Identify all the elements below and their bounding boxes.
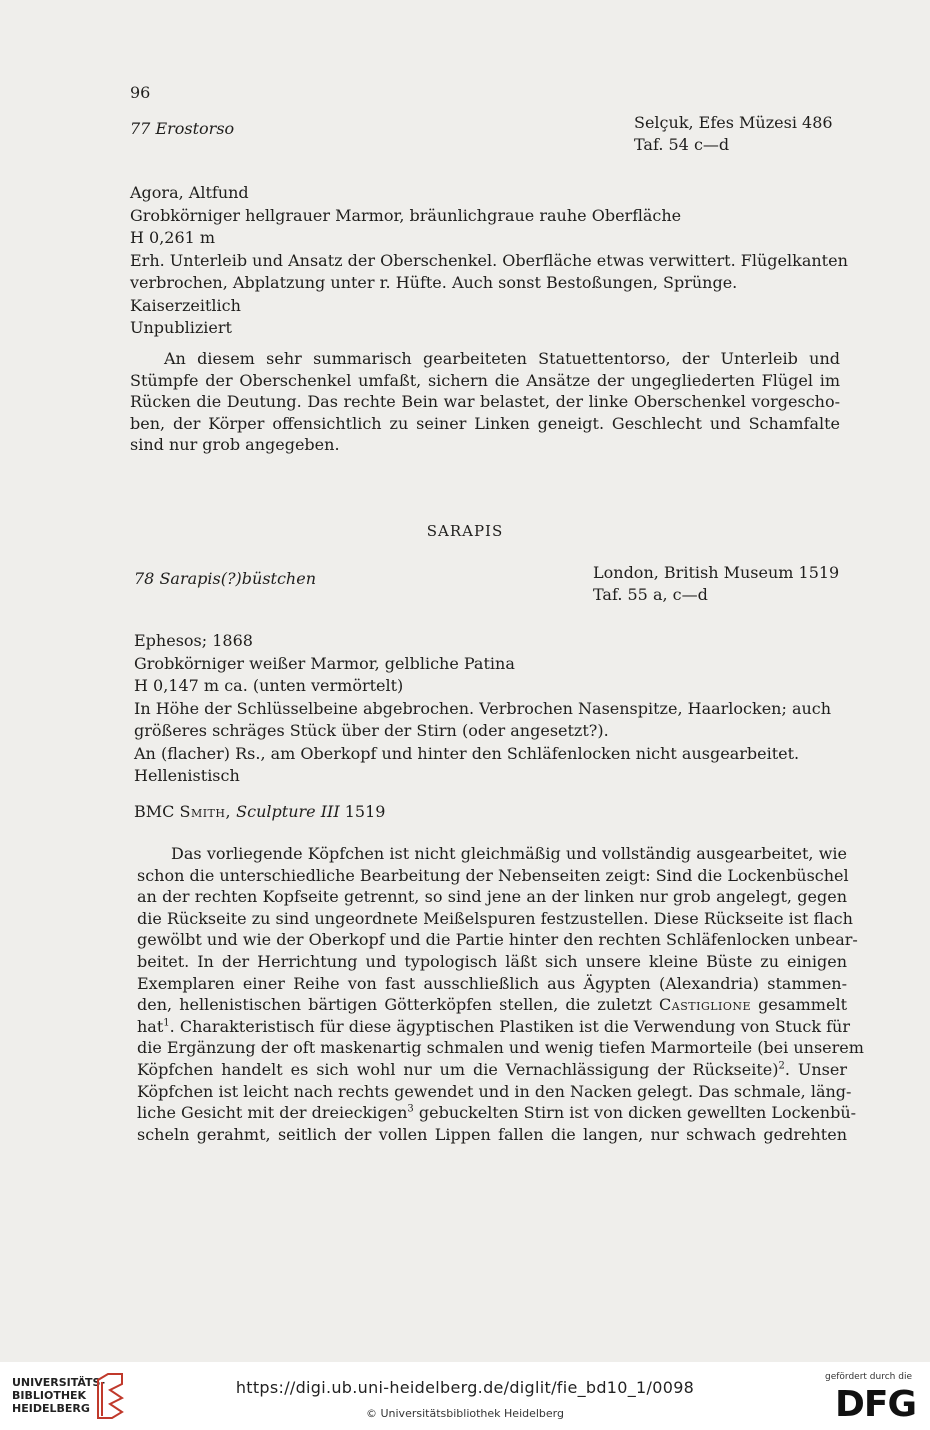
detail-line: Unpubliziert [130,318,232,337]
paragraph-line: Köpfchen ist leicht nach rechts gewendet und in den Nacken gelegt. Das schmale, läng- [137,1081,852,1101]
footnote-ref: 1 [163,1017,170,1029]
dfg-logo[interactable]: DFG [834,1384,916,1425]
detail-line: In Höhe der Schlüsselbeine abgebrochen. Verbrochen Nasenspitze, Haarlocken; auch [134,698,832,718]
paragraph-line: gewölbt und wie der Oberkopf und die Partie hinter den rechten Schläfenlocken unbear- [137,930,858,950]
paragraph-line: sind nur grob angegeben. [130,435,340,455]
footer-bar [0,1362,930,1430]
paragraph-line: Stümpfe der Oberschenkel umfaßt, sichern die Ansätze der ungegliederten Flügel im [130,370,840,390]
entry-77-plate: Taf. 54 c—d [634,135,730,154]
paragraph-line: beitet. In der Herrichtung und typologisch läßt sich unsere kleine Büste zu einigen [137,951,847,971]
detail-line: Agora, Altfund [130,183,249,202]
page-number: 96 [130,83,151,102]
paragraph-line: liche Gesicht mit der dreieckigen$^3$ gebuckelten Stirn ist von dicken gewellten Lockenbü- [137,1103,857,1123]
entry-78-location: London, British Museum 1519 [593,563,840,582]
section-heading: SARAPIS [426,522,504,540]
entry-77-title: 77 Erostorso [130,119,235,138]
entry-77-paragraph [130,348,840,456]
castiglione-name: Castiglione [659,995,752,1015]
paragraph-line: schon die unterschiedliche Bearbeitung der Nebenseiten zeigt: Sind die Lockenbüschel [137,865,849,885]
entry-78-details [134,630,831,788]
detail-line: An (flacher) Rs., am Oberkopf und hinter den Schläfenlocken nicht ausgearbeitet. [134,743,800,763]
paragraph-line: Das vorliegende Köpfchen ist nicht gleichmäßig und vollständig ausgearbeitet, wie [171,844,847,863]
paragraph-line: die Rückseite zu sind ungeordnete Meißelspuren festzustellen. Diese Rückseite ist flach [137,908,853,928]
permalink-url[interactable]: https://digi.ub.uni-heidelberg.de/diglit/fie_bd10_1/0098 [235,1378,695,1397]
funding-note: gefördert durch die [825,1372,912,1382]
detail-line: Grobkörniger hellgrauer Marmor, bräunlichgraue rauhe Oberfläche [130,205,682,225]
bib-prefix: BMC [134,802,175,821]
entry-78-paragraph [137,843,864,1145]
bib-number: 1519 [344,802,386,821]
detail-line: H 0,147 m ca. (unten vermörtelt) [134,676,404,695]
entry-77-location: Selçuk, Efes Müzesi 486 [634,113,833,132]
bibliography [134,801,385,823]
paragraph-line: Köpfchen handelt es sich wohl nur um die Vernachlässigung der Rückseite)$^2$. Unser [137,1059,847,1079]
detail-line: verbrochen, Abplatzung unter r. Hüfte. Auch sonst Bestoßungen, Sprünge. [130,273,738,292]
paragraph-line: den, hellenistischen bärtigen Götterköpfen stellen, die zuletzt Castiglione gesammelt [137,995,847,1015]
paragraph-line: hat$^1$. Charakteristisch für diese ägyptischen Plastiken ist die Verwendung von Stuck für [137,1016,850,1036]
footnote-ref: 2 [778,1060,785,1072]
detail-line: H 0,261 m [130,228,216,247]
detail-line: größeres schräges Stück über der Stirn (oder angesetzt?). [134,721,609,740]
entry-77-details [130,182,848,340]
paragraph-line: ben, der Körper offensichtlich zu seiner Linken geneigt. Geschlecht und Schamfalte [130,413,840,433]
detail-line: Ephesos; 1868 [134,631,253,650]
copyright-text: © Universitätsbibliothek Heidelberg [365,1407,564,1420]
paragraph-line: Rücken die Deutung. Das rechte Bein war belastet, der linke Oberschenkel vorgescho- [130,392,840,412]
university-library-logo[interactable]: UNIVERSITÄTS- BIBLIOTHEK HEIDELBERG [12,1376,106,1415]
detail-line: Erh. Unterleib und Ansatz der Oberschenkel. Oberfläche etwas verwittert. Flügelkanten [130,250,848,270]
paragraph-line: An diesem sehr summarisch gearbeiteten Statuettentorso, der Unterleib und [164,349,840,368]
bib-work: Sculpture III [236,802,340,821]
paragraph-line: die Ergänzung der oft maskenartig schmalen und wenig tiefen Marmorteile (bei unserem [137,1038,864,1058]
paragraph-line: scheln gerahmt, seitlich der vollen Lippen fallen die langen, nur schwach gedrehten [137,1124,847,1144]
bib-author: Smith, [179,802,232,821]
detail-line: Hellenistisch [134,766,240,785]
paragraph-line: Exemplaren einer Reihe von fast ausschließlich aus Ägypten (Alexandria) stammen- [137,973,847,993]
paragraph-line: an der rechten Kopfseite getrennt, so sind jene an der linken nur grob angelegt, gegen [137,887,847,907]
detail-line: Kaiserzeitlich [130,295,241,315]
entry-78-title: 78 Sarapis(?)büstchen [134,569,316,588]
entry-78-plate: Taf. 55 a, c—d [593,585,708,604]
footnote-ref: 3 [407,1103,414,1115]
detail-line: Grobkörniger weißer Marmor, gelbliche Patina [134,653,515,673]
